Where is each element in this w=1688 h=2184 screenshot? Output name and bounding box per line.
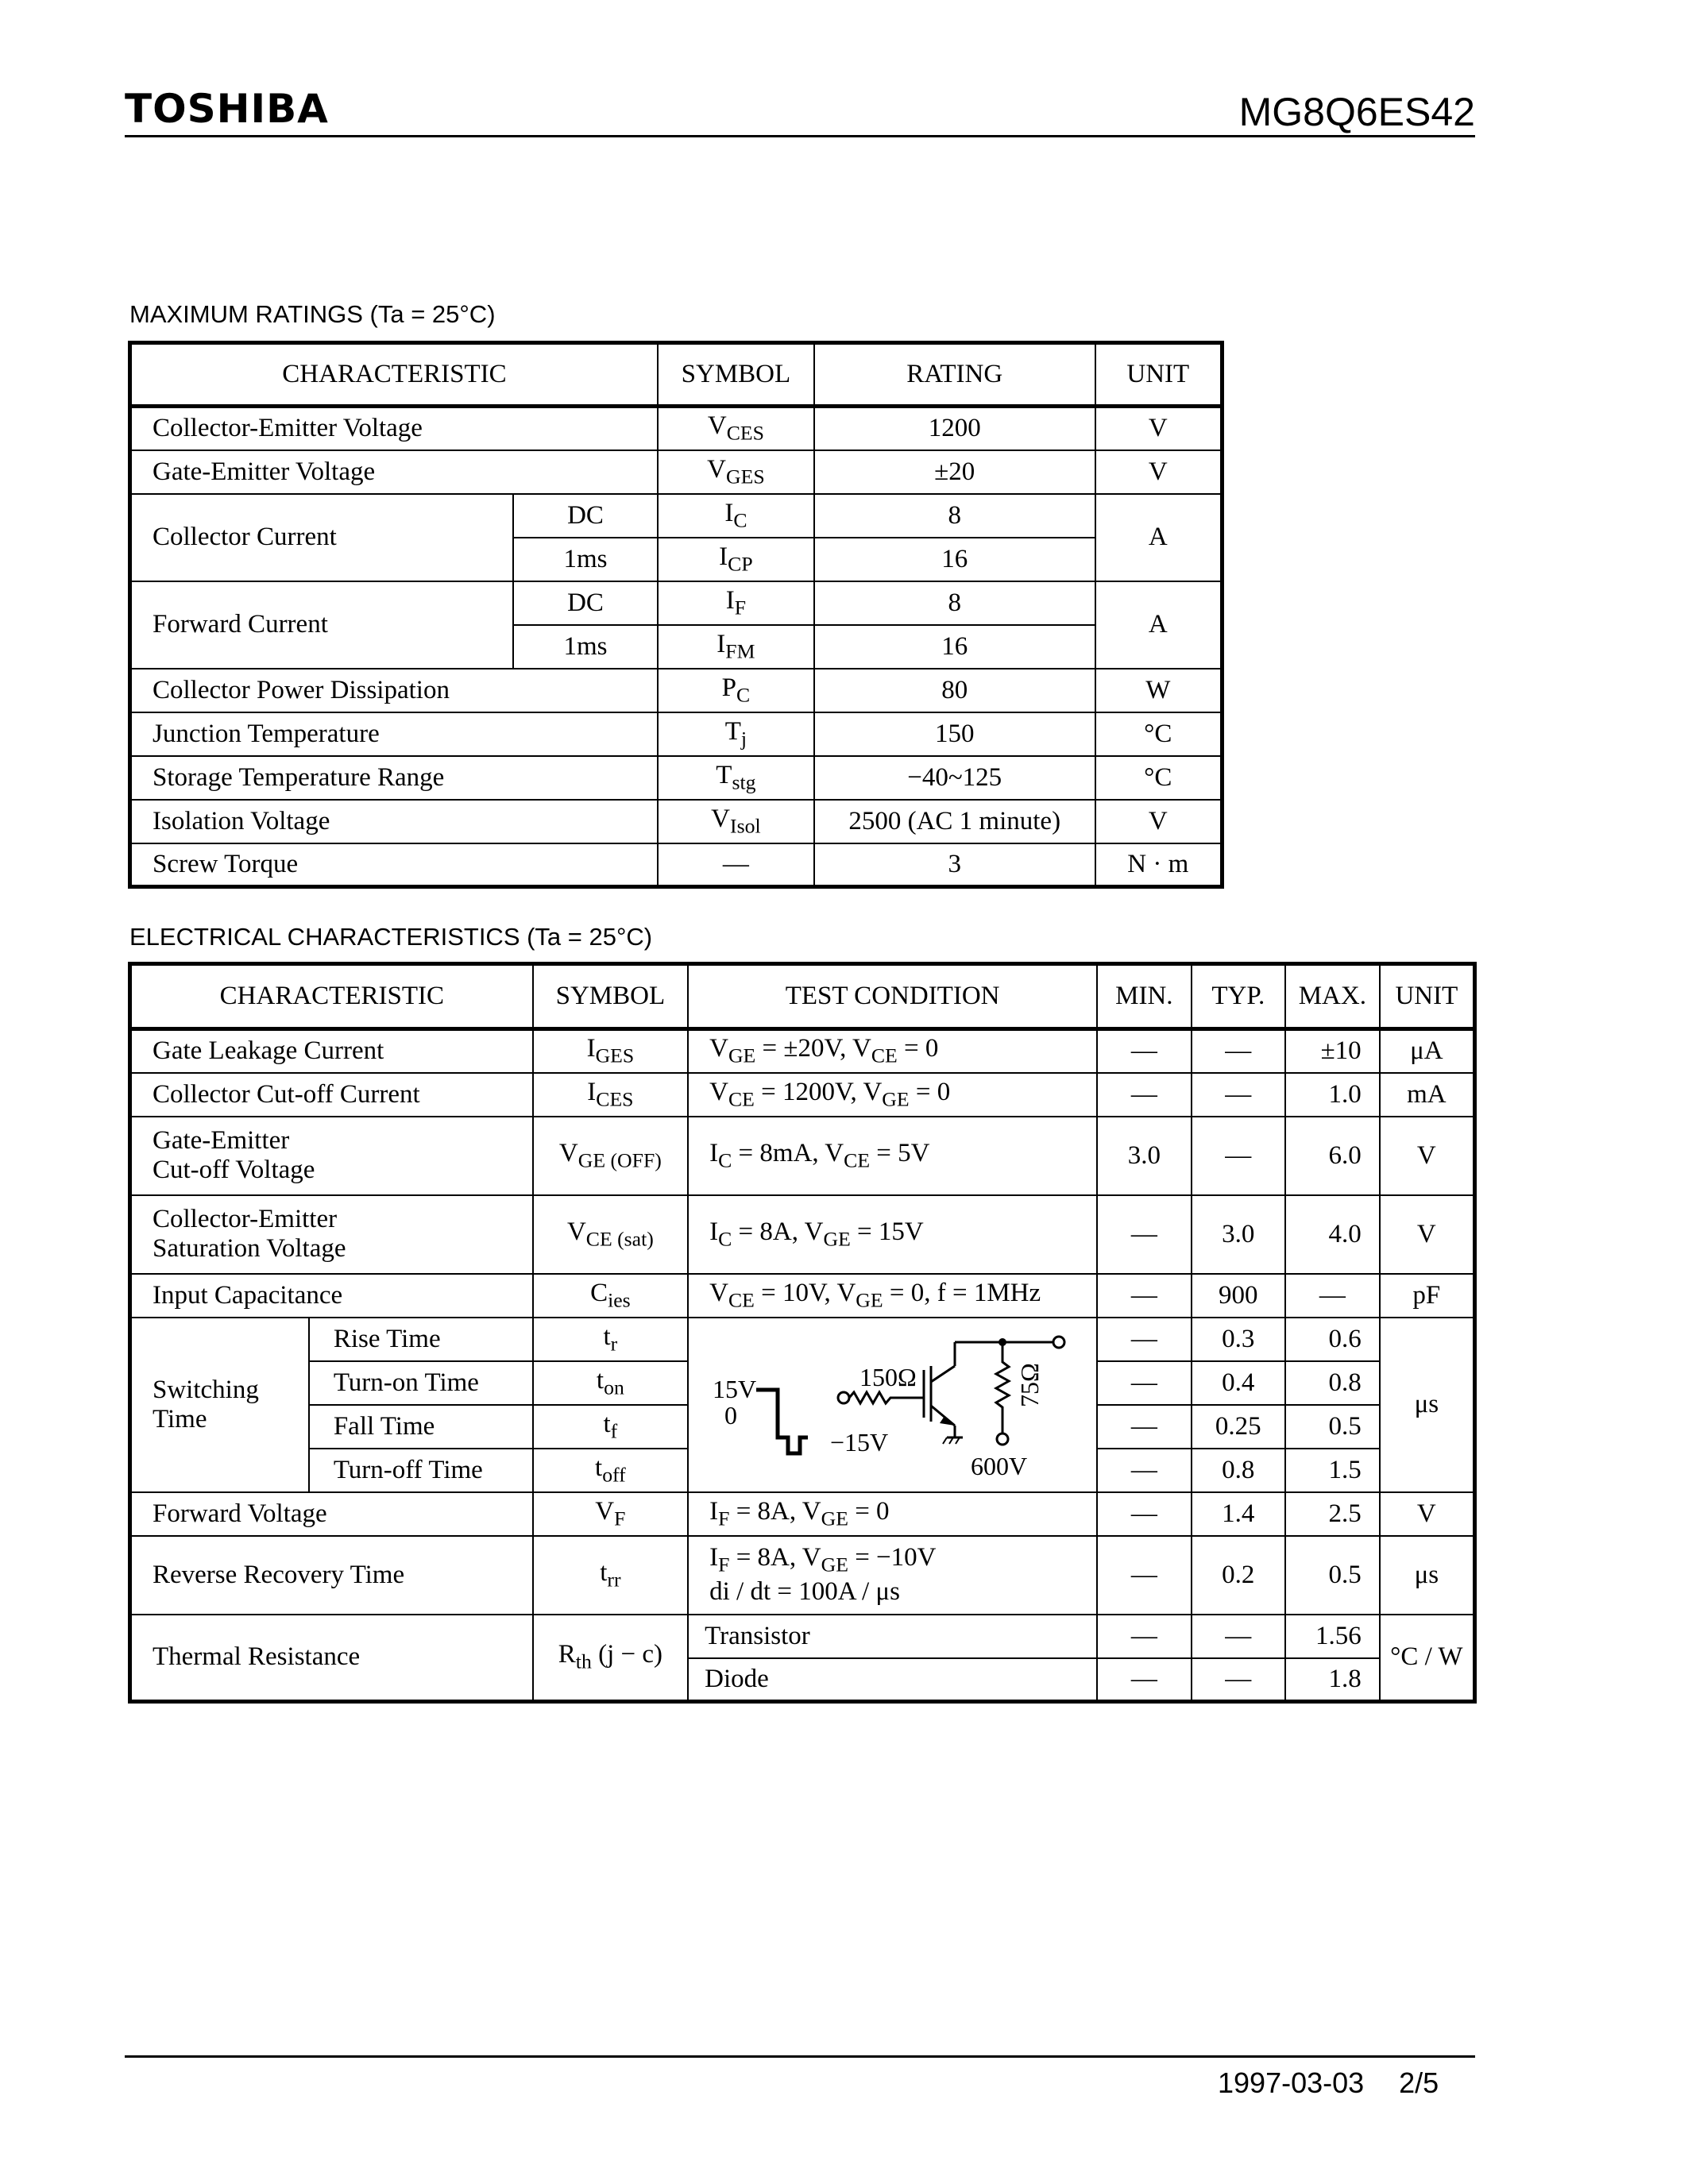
unit-cell: A (1095, 494, 1223, 581)
unit-cell: μA (1380, 1029, 1475, 1073)
condition-cell: DC (513, 581, 658, 625)
table-row (130, 1615, 1475, 1658)
footer-date: 1997-03-03 (1218, 2066, 1365, 2099)
characteristic-cell: Junction Temperature (130, 712, 658, 756)
symbol-cell: — (658, 843, 814, 887)
characteristic-cell: Forward Current (130, 581, 514, 669)
max-ratings-title: MAXIMUM RATINGS (Ta = 25°C) (129, 300, 496, 328)
min-cell: 3.0 (1097, 1117, 1191, 1195)
symbol-cell: $I_{CP}$ (658, 538, 814, 581)
unit-cell: V (1380, 1492, 1475, 1536)
symbol-cell: $I_{CES}$ (533, 1073, 688, 1117)
condition-cell: DC (513, 494, 658, 538)
max-cell: 2.5 (1285, 1492, 1380, 1536)
max-cell: 4.0 (1285, 1195, 1380, 1274)
condition-cell: $I_C = 8mA$, $V_{CE} = 5V$ (688, 1117, 1097, 1195)
condition-cell: $V_{GE} = \pm 20V$, $V_{CE} = 0$ (688, 1029, 1097, 1073)
unit-cell: A (1095, 581, 1223, 669)
max-cell: 1.0 (1285, 1073, 1380, 1117)
max-cell: 0.6 (1285, 1318, 1380, 1361)
characteristic-cell: Screw Torque (130, 843, 658, 887)
max-cell: ±10 (1285, 1029, 1380, 1073)
max-cell: 6.0 (1285, 1117, 1380, 1195)
min-cell: — (1097, 1658, 1191, 1702)
col-characteristic: CHARACTERISTIC (130, 964, 533, 1029)
min-cell: — (1097, 1536, 1191, 1615)
symbol-cell: $I_{GES}$ (533, 1029, 688, 1073)
col-min: MIN. (1097, 964, 1191, 1029)
typ-cell: 1.4 (1192, 1492, 1285, 1536)
symbol-cell: $T_j$ (658, 712, 814, 756)
footer-rule (125, 2055, 1475, 2058)
unit-cell: V (1095, 407, 1223, 450)
typ-cell: 900 (1192, 1274, 1285, 1318)
col-max: MAX. (1285, 964, 1380, 1029)
characteristic-cell: Storage Temperature Range (130, 756, 658, 800)
table-row (130, 1274, 1475, 1318)
characteristic-cell: Collector Cut-off Current (130, 1073, 533, 1117)
sub-characteristic-cell: Turn-off Time (309, 1449, 533, 1492)
min-cell: — (1097, 1073, 1191, 1117)
characteristic-cell: Isolation Voltage (130, 800, 658, 843)
part-number: MG8Q6ES42 (1238, 90, 1475, 134)
table-row (130, 407, 1223, 450)
unit-cell: V (1380, 1117, 1475, 1195)
max-cell: 1.5 (1285, 1449, 1380, 1492)
typ-cell: 0.3 (1192, 1318, 1285, 1361)
rating-cell: 150 (814, 712, 1095, 756)
unit-cell: °C (1095, 756, 1223, 800)
symbol-cell: $I_{FM}$ (658, 625, 814, 669)
symbol-cell: $t_{off}$ (533, 1449, 688, 1492)
rating-cell: 3 (814, 843, 1095, 887)
unit-cell: V (1095, 800, 1223, 843)
characteristic-cell: Gate-Emitter Voltage (130, 450, 658, 494)
condition-cell: $V_{CE} = 10V$, $V_{GE} = 0$, f = 1MHz (688, 1274, 1097, 1318)
rating-cell: ±20 (814, 450, 1095, 494)
table-row (130, 669, 1223, 712)
characteristic-cell: Forward Voltage (130, 1492, 533, 1536)
label-load-resistor: 75Ω (1015, 1362, 1045, 1407)
table-header-row (130, 964, 1475, 1029)
label-v-high: 15V (713, 1374, 757, 1403)
col-unit: UNIT (1380, 964, 1475, 1029)
rating-cell: 1200 (814, 407, 1095, 450)
symbol-cell: $V_F$ (533, 1492, 688, 1536)
col-rating: RATING (814, 343, 1095, 407)
min-cell: — (1097, 1274, 1191, 1318)
characteristic-cell: Collector Current (130, 494, 514, 581)
symbol-cell: $R_{th}$ (j − c) (533, 1615, 688, 1702)
typ-cell: — (1192, 1029, 1285, 1073)
electrical-characteristics-title: ELECTRICAL CHARACTERISTICS (Ta = 25°C) (129, 923, 653, 951)
min-cell: — (1097, 1361, 1191, 1405)
table-row (130, 712, 1223, 756)
rating-cell: 16 (814, 625, 1095, 669)
typ-cell: 0.2 (1192, 1536, 1285, 1615)
typ-cell: — (1192, 1615, 1285, 1658)
footer (1218, 2066, 1439, 2100)
min-cell: — (1097, 1449, 1191, 1492)
table-row (130, 1117, 1475, 1195)
characteristic-cell: Gate Leakage Current (130, 1029, 533, 1073)
electrical-characteristics-table (128, 962, 1477, 1704)
sub-characteristic-cell: Fall Time (309, 1405, 533, 1449)
unit-cell: W (1095, 669, 1223, 712)
rating-cell: 2500 (AC 1 minute) (814, 800, 1095, 843)
unit-cell: N · m (1095, 843, 1223, 887)
table-row (130, 494, 1223, 538)
symbol-cell: $P_C$ (658, 669, 814, 712)
unit-cell: V (1095, 450, 1223, 494)
symbol-cell: $V_{CES}$ (658, 407, 814, 450)
symbol-cell: $t_{rr}$ (533, 1536, 688, 1615)
table-row (130, 756, 1223, 800)
table-row (130, 1029, 1475, 1073)
sub-characteristic-cell: Rise Time (309, 1318, 533, 1361)
typ-cell: — (1192, 1117, 1285, 1195)
typ-cell: 0.8 (1192, 1449, 1285, 1492)
col-typ: TYP. (1192, 964, 1285, 1029)
col-test-condition: TEST CONDITION (688, 964, 1097, 1029)
toshiba-logo: TOSHIBA (125, 86, 329, 132)
typ-cell: 3.0 (1192, 1195, 1285, 1274)
min-cell: — (1097, 1029, 1191, 1073)
unit-cell: mA (1380, 1073, 1475, 1117)
table-row (130, 1195, 1475, 1274)
label-v-zero: 0 (724, 1400, 738, 1430)
symbol-cell: $V_{GE (OFF)}$ (533, 1117, 688, 1195)
rating-cell: 80 (814, 669, 1095, 712)
condition-cell: $I_F = 8A$, $V_{GE} = 0$ (688, 1492, 1097, 1536)
symbol-cell: $t_r$ (533, 1318, 688, 1361)
condition-cell: 1ms (513, 538, 658, 581)
symbol-cell: $I_C$ (658, 494, 814, 538)
table-row (130, 1536, 1475, 1615)
table-row (130, 581, 1223, 625)
header-rule (125, 135, 1475, 137)
col-symbol: SYMBOL (533, 964, 688, 1029)
min-cell: — (1097, 1318, 1191, 1361)
unit-cell: μs (1380, 1318, 1475, 1492)
min-cell: — (1097, 1405, 1191, 1449)
characteristic-cell: Thermal Resistance (130, 1615, 533, 1702)
condition-cell: 1ms (513, 625, 658, 669)
max-ratings-table (128, 341, 1224, 889)
table-row (130, 1073, 1475, 1117)
label-v-low: −15V (830, 1427, 889, 1457)
max-cell: 0.5 (1285, 1536, 1380, 1615)
characteristic-cell: Collector Power Dissipation (130, 669, 658, 712)
symbol-cell: $C_{ies}$ (533, 1274, 688, 1318)
typ-cell: 0.25 (1192, 1405, 1285, 1449)
rating-cell: 16 (814, 538, 1095, 581)
table-header-row (130, 343, 1223, 407)
characteristic-cell: Input Capacitance (130, 1274, 533, 1318)
min-cell: — (1097, 1492, 1191, 1536)
typ-cell: — (1192, 1658, 1285, 1702)
min-cell: — (1097, 1195, 1191, 1274)
symbol-cell: $V_{Isol}$ (658, 800, 814, 843)
table-row (130, 1492, 1475, 1536)
unit-cell: V (1380, 1195, 1475, 1274)
test-circuit-diagram (689, 1318, 1095, 1491)
characteristic-cell: Collector-Emitter Voltage (130, 407, 658, 450)
col-symbol: SYMBOL (658, 343, 814, 407)
min-cell: — (1097, 1615, 1191, 1658)
switching-test-circuit (688, 1318, 1097, 1492)
characteristic-cell: Switching Time (130, 1318, 309, 1492)
symbol-cell: $I_F$ (658, 581, 814, 625)
condition-cell: $I_C = 8A$, $V_{GE} = 15V$ (688, 1195, 1097, 1274)
characteristic-cell: Gate-Emitter Cut-off Voltage (130, 1117, 533, 1195)
characteristic-cell: Reverse Recovery Time (130, 1536, 533, 1615)
condition-cell: Transistor (688, 1615, 1097, 1658)
label-gate-resistor: 150Ω (859, 1362, 917, 1391)
max-cell: 0.5 (1285, 1405, 1380, 1449)
label-supply-voltage: 600V (971, 1451, 1028, 1480)
col-unit: UNIT (1095, 343, 1223, 407)
unit-cell: μs (1380, 1536, 1475, 1615)
max-cell: 0.8 (1285, 1361, 1380, 1405)
table-row (130, 800, 1223, 843)
unit-cell: °C / W (1380, 1615, 1475, 1702)
sub-characteristic-cell: Turn-on Time (309, 1361, 533, 1405)
condition-cell: Diode (688, 1658, 1097, 1702)
max-cell: — (1285, 1274, 1380, 1318)
typ-cell: — (1192, 1073, 1285, 1117)
table-row (130, 450, 1223, 494)
table-row (130, 1318, 1475, 1361)
rating-cell: 8 (814, 494, 1095, 538)
table-row (130, 843, 1223, 887)
page-number: 2/5 (1399, 2066, 1439, 2099)
condition-cell: $V_{CE} = 1200V$, $V_{GE} = 0$ (688, 1073, 1097, 1117)
condition-cell: $I_F = 8A$, $V_{GE} = -10V$ di / dt = 100A / μs (688, 1536, 1097, 1615)
max-cell: 1.8 (1285, 1658, 1380, 1702)
rating-cell: −40~125 (814, 756, 1095, 800)
rating-cell: 8 (814, 581, 1095, 625)
symbol-cell: $t_f$ (533, 1405, 688, 1449)
symbol-cell: $T_{stg}$ (658, 756, 814, 800)
symbol-cell: $V_{CE (sat)}$ (533, 1195, 688, 1274)
characteristic-cell: Collector-Emitter Saturation Voltage (130, 1195, 533, 1274)
max-cell: 1.56 (1285, 1615, 1380, 1658)
col-characteristic: CHARACTERISTIC (130, 343, 658, 407)
symbol-cell: $t_{on}$ (533, 1361, 688, 1405)
symbol-cell: $V_{GES}$ (658, 450, 814, 494)
unit-cell: °C (1095, 712, 1223, 756)
unit-cell: pF (1380, 1274, 1475, 1318)
typ-cell: 0.4 (1192, 1361, 1285, 1405)
